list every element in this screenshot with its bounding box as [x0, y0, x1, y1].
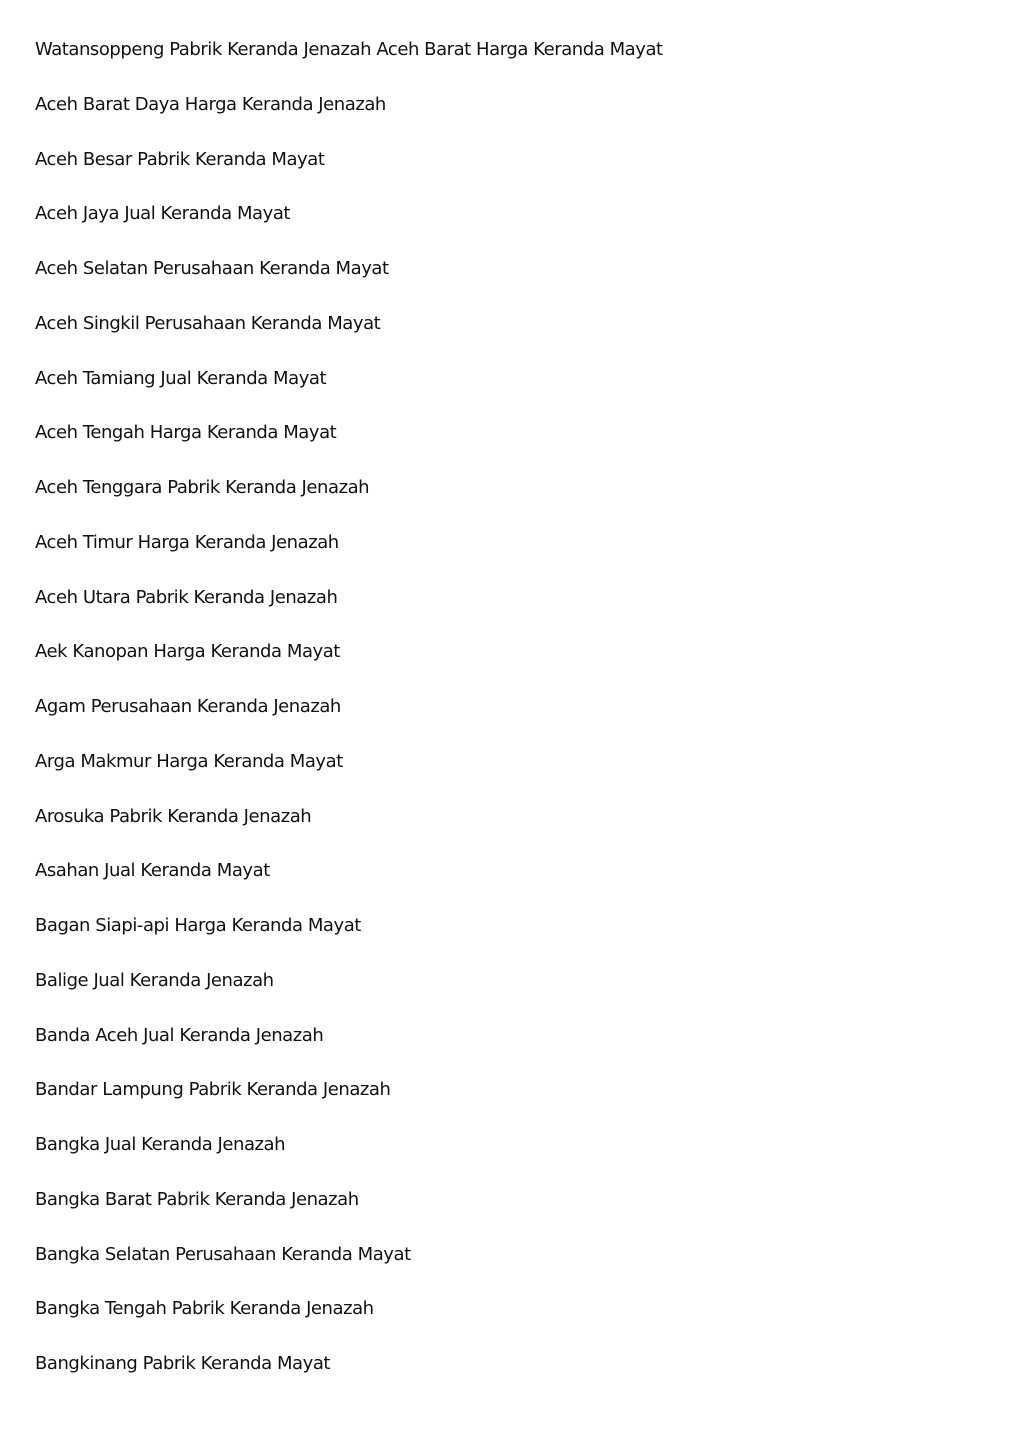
text-line: Aek Kanopan Harga Keranda Mayat — [35, 641, 340, 663]
text-line: Balige Jual Keranda Jenazah — [35, 969, 274, 991]
text-line: Asahan Jual Keranda Mayat — [35, 860, 270, 882]
text-line: Aceh Selatan Perusahaan Keranda Mayat — [35, 258, 389, 279]
text-line: Aceh Tengah Harga Keranda Mayat — [35, 422, 337, 444]
text-line: Bangka Tengah Pabrik Keranda Jenazah — [35, 1298, 374, 1320]
text-line: Bangka Selatan Perusahaan Keranda Mayat — [35, 1243, 411, 1265]
text-line: Aceh Barat Daya Harga Keranda Jenazah — [35, 93, 386, 115]
text-line: Banda Aceh Jual Keranda Jenazah — [35, 1024, 324, 1046]
text-line: Agam Perusahaan Keranda Jenazah — [35, 696, 341, 717]
text-line: Aceh Timur Harga Keranda Jenazah — [35, 531, 339, 553]
text-line: Arga Makmur Harga Keranda Mayat — [35, 750, 343, 772]
text-line: Aceh Besar Pabrik Keranda Mayat — [35, 148, 325, 170]
text-line: Aceh Utara Pabrik Keranda Jenazah — [35, 586, 338, 608]
text-line: Bangka Jual Keranda Jenazah — [35, 1134, 286, 1155]
document-text-lines — [35, 36, 985, 1405]
text-line: Watansoppeng Pabrik Keranda Jenazah Aceh Barat Harga Keranda Mayat — [35, 39, 663, 60]
text-line: Aceh Tamiang Jual Keranda Mayat — [35, 367, 327, 389]
text-line: Arosuka Pabrik Keranda Jenazah — [35, 805, 312, 827]
text-line: Bangkinang Pabrik Keranda Mayat — [35, 1353, 331, 1374]
text-line: Bandar Lampung Pabrik Keranda Jenazah — [35, 1079, 391, 1101]
text-line: Bagan Siapi-api Harga Keranda Mayat — [35, 915, 361, 936]
text-line: Bangka Barat Pabrik Keranda Jenazah — [35, 1188, 359, 1210]
text-line: Aceh Singkil Perusahaan Keranda Mayat — [35, 312, 381, 334]
text-line: Aceh Jaya Jual Keranda Mayat — [35, 203, 291, 225]
text-line: Aceh Tenggara Pabrik Keranda Jenazah — [35, 477, 370, 498]
